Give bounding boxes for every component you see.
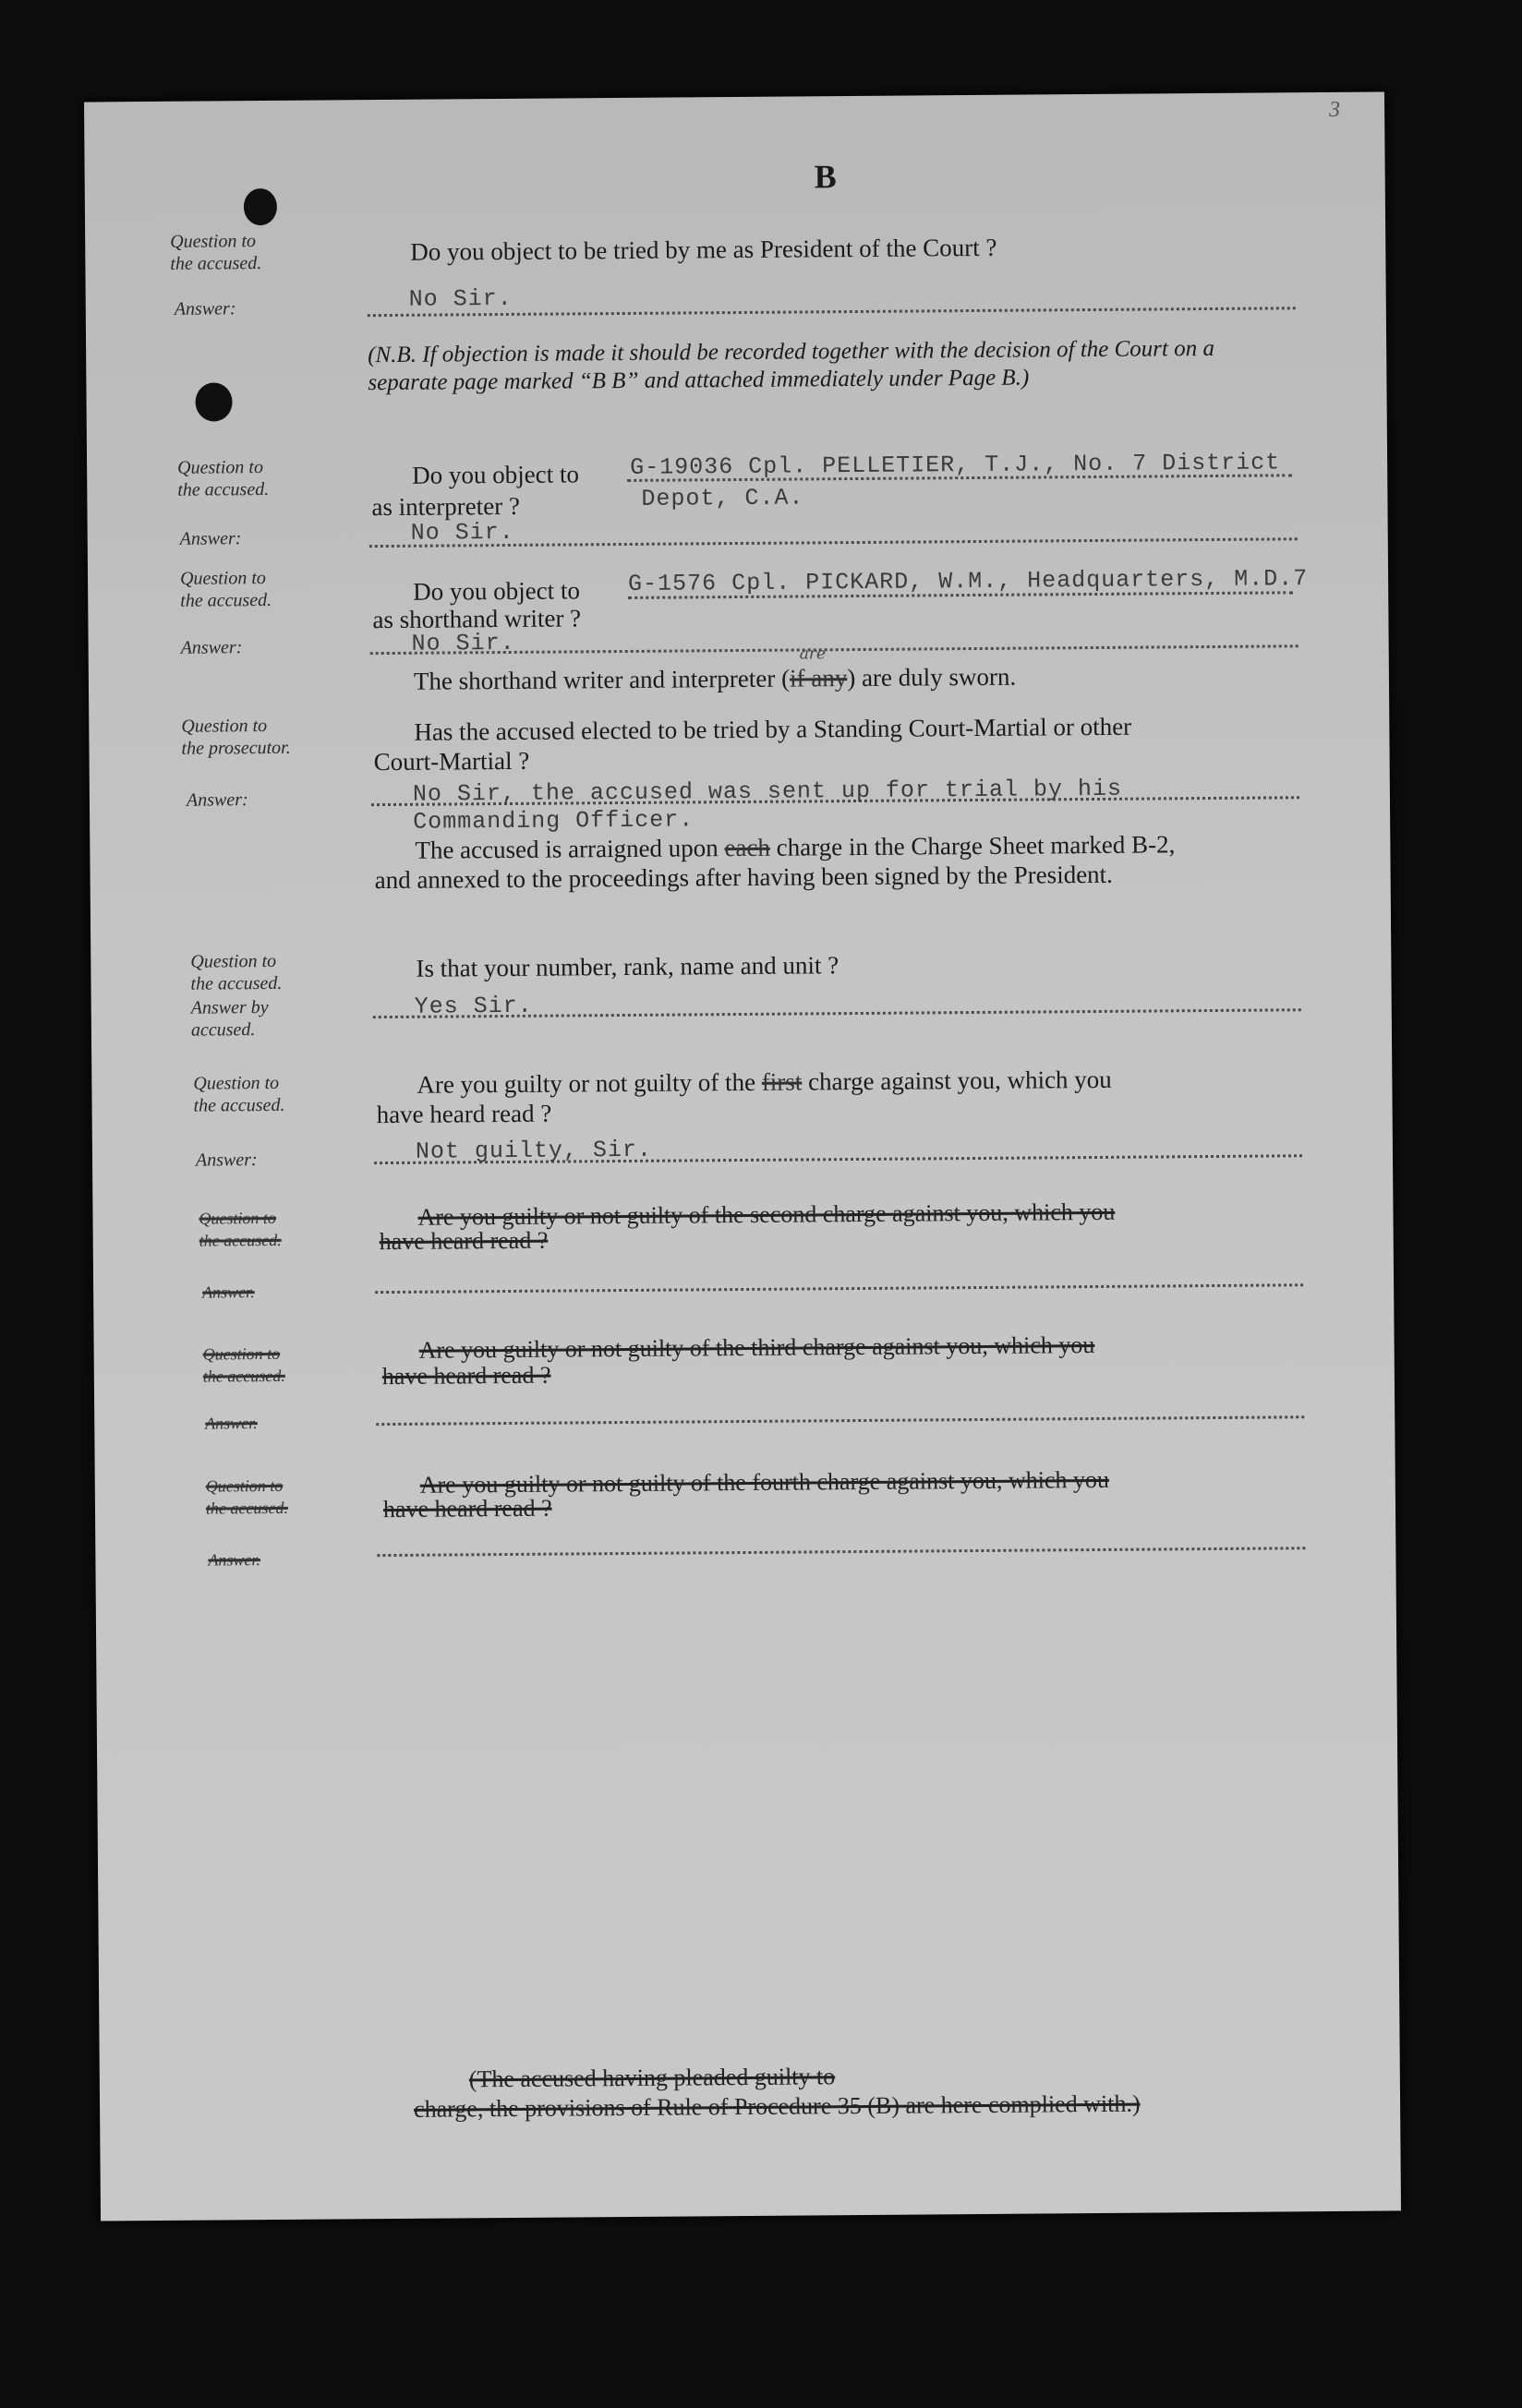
question-court-martial-2: Court-Martial ? <box>373 746 530 777</box>
interpreter-unit: Depot, C.A. <box>641 484 804 512</box>
question-shorthand-suffix: as shorthand writer ? <box>372 604 582 634</box>
arraigned-line-2: and annexed to the proceedings after having been signed by the President. <box>374 860 1113 895</box>
label-answer: Answer: <box>174 298 236 319</box>
footer-note-1: (The accused having pleaded guilty to <box>468 2063 836 2093</box>
struck-label-question: Question to the accused. <box>199 1208 282 1250</box>
ink-blot <box>244 188 277 225</box>
shorthand-writer-name: G-1576 Cpl. PICKARD, W.M., Headquarters, M.D.7 <box>628 565 1309 597</box>
label-question-to-accused: Question to the accused. <box>170 231 262 274</box>
question-president: Do you object to be tried by me as President of the Court ? <box>410 233 997 266</box>
question-identity: Is that your number, rank, name and unit ? <box>416 951 840 982</box>
handwritten-are: are <box>799 644 827 664</box>
struck-question-third-1: Are you guilty or not guilty of the third charge against you, which you <box>418 1331 1095 1364</box>
answer-identity: Yes Sir. <box>414 992 533 1020</box>
label-answer: Answer: <box>179 528 242 549</box>
document-page <box>84 92 1401 2221</box>
arraigned-post: charge in the Charge Sheet marked B-2, <box>776 830 1176 861</box>
sworn-pre: The shorthand writer and interpreter ( <box>413 664 791 695</box>
page-heading: B <box>814 158 837 196</box>
answer-first-charge: Not guilty, Sir. <box>415 1136 653 1165</box>
ink-blot <box>195 382 232 421</box>
question-interpreter-prefix: Do you object to <box>412 460 580 489</box>
struck-question-second-2: have heard read ? <box>379 1226 549 1256</box>
struck-label-answer: Answer. <box>208 1550 261 1570</box>
struck-question-fourth-2: have heard read ? <box>382 1494 552 1523</box>
question-court-martial-1: Has the accused elected to be tried by a Standing Court-Martial or other <box>414 712 1132 746</box>
label-answer-by-accused: Answer by accused. <box>190 997 269 1041</box>
answer-line <box>377 1547 1305 1557</box>
sworn-struck: if any <box>789 664 848 692</box>
sworn-post: ) are duly sworn. <box>847 662 1017 692</box>
label-answer: Answer: <box>186 789 248 811</box>
label-question-to-accused: Question to the accused. <box>179 568 272 611</box>
answer-president: No Sir. <box>408 284 513 313</box>
question-shorthand-prefix: Do you object to <box>413 576 581 606</box>
arraigned-line-1 <box>415 830 1175 863</box>
answer-shorthand: No Sir. <box>411 629 515 657</box>
answer-interpreter: No Sir. <box>410 518 514 547</box>
question-interpreter-suffix: as interpreter ? <box>371 491 520 522</box>
question-first-charge <box>417 1066 1112 1099</box>
answer-court-martial-2: Commanding Officer. <box>413 806 695 836</box>
interpreter-name: G-19036 Cpl. PELLETIER, T.J., No. 7 District <box>630 449 1281 481</box>
label-answer: Answer: <box>180 637 243 658</box>
answer-court-martial-1: No Sir, the accused was sent up for trial by his <box>412 775 1123 808</box>
question-first-charge-2: have heard read ? <box>376 1099 552 1129</box>
footer-note-2: charge, the provisions of Rule of Procedure 35 (B) are here complied with.) <box>413 2089 1141 2123</box>
struck-label-question: Question to the accused. <box>205 1475 289 1518</box>
label-answer: Answer: <box>195 1150 258 1171</box>
struck-question-fourth-1: Are you guilty or not guilty of the fourth charge against you, which you <box>419 1465 1110 1499</box>
answer-line <box>376 1415 1304 1426</box>
arraigned-struck: each <box>724 833 771 862</box>
arraigned-pre: The accused is arraigned upon <box>415 834 719 864</box>
label-question-to-accused: Question to the accused. <box>190 950 283 994</box>
struck-label-answer: Answer. <box>205 1414 258 1433</box>
label-question-to-prosecutor: Question to the prosecutor. <box>181 716 291 759</box>
struck-question-second-1: Are you guilty or not guilty of the second charge against you, which you <box>417 1198 1116 1231</box>
struck-label-question: Question to the accused. <box>202 1343 285 1386</box>
label-question-to-accused: Question to the accused. <box>177 457 270 500</box>
answer-line <box>375 1283 1303 1294</box>
sworn-statement <box>414 663 1016 695</box>
struck-question-third-2: have heard read ? <box>381 1361 551 1391</box>
first-charge-pre: Are you guilty or not guilty of the <box>417 1067 756 1099</box>
label-question-to-accused: Question to the accused. <box>193 1072 285 1116</box>
first-charge-post: charge against you, which you <box>807 1065 1112 1096</box>
struck-label-answer: Answer. <box>202 1282 255 1302</box>
objection-note: (N.B. If objection is made it should be recorded together with the decision of the Court on a separate page marked “B B” and attached immediately under Page B.) <box>368 335 1215 396</box>
page-number: 3 <box>1329 97 1341 122</box>
first-charge-struck: first <box>761 1067 803 1096</box>
